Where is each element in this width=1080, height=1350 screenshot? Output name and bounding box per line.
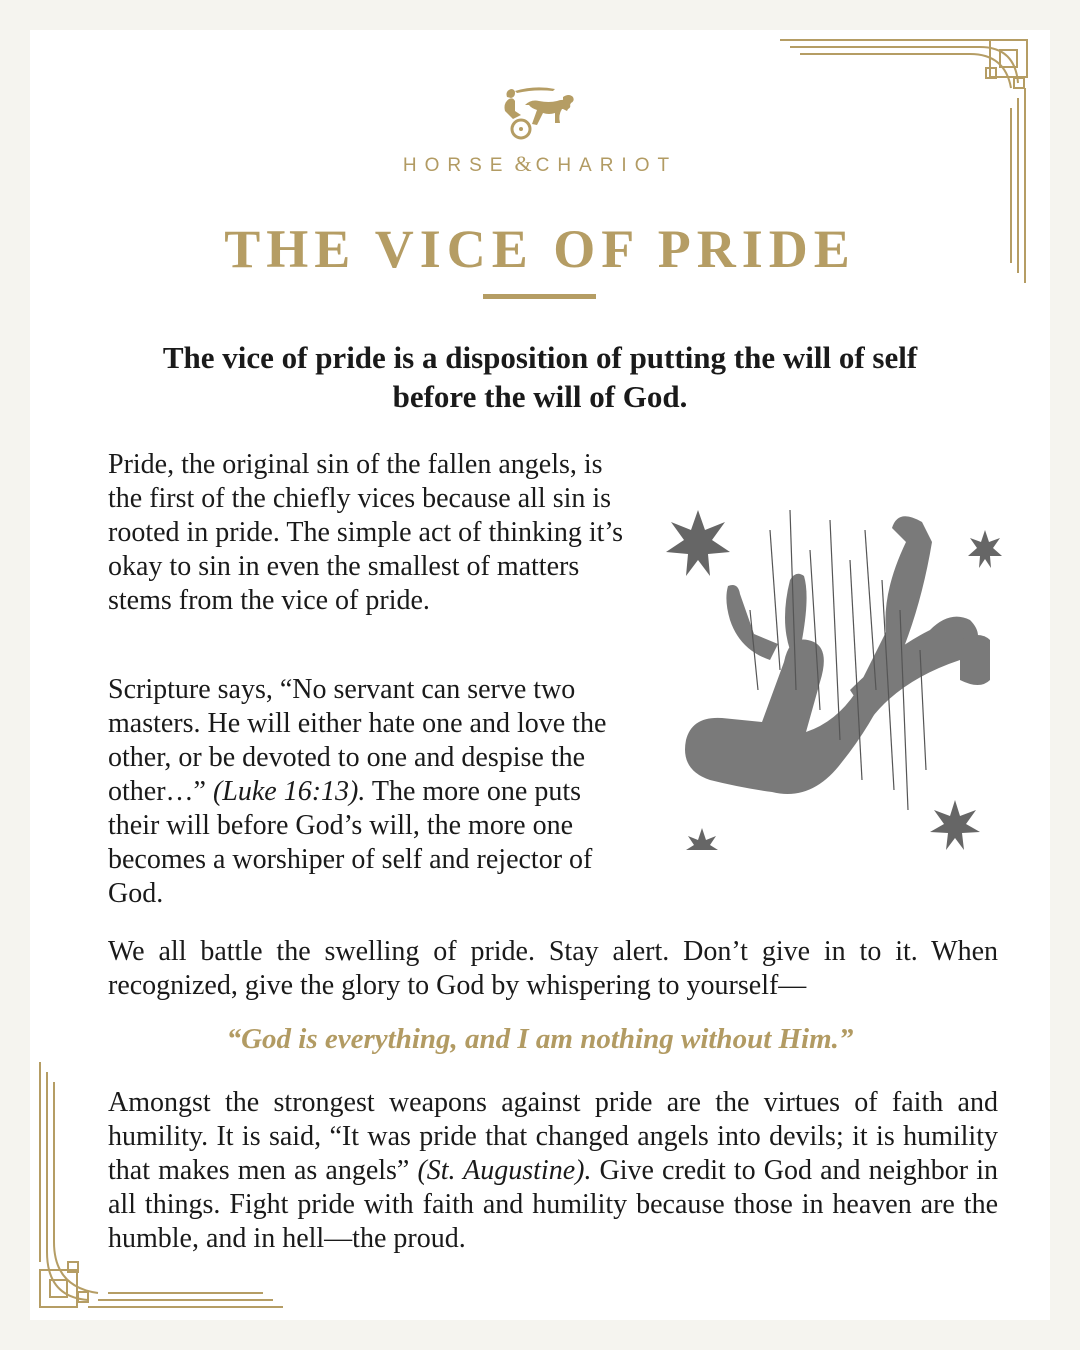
whisper-quote: “God is everything, and I am nothing without Him.” — [226, 1023, 854, 1055]
paragraph-origin-of-pride: Pride, the original sin of the fallen angels, is the first of the chiefly vices because all sin is rooted in pride. The simple act of thinking it’s okay to sin in even the smallest of matters stems from the vice of pride. — [108, 449, 624, 616]
content-card — [30, 30, 1050, 1320]
horse-chariot-icon — [485, 85, 595, 147]
augustine-citation: (St. Augustine). — [417, 1155, 592, 1186]
paragraph-battle-pride: We all battle the swelling of pride. Stay alert. Don’t give in to it. When recognized, give the glory to God by whispering to yourself— — [108, 936, 998, 1001]
scripture-continuation: The more one puts their will before God’s will, the more one becomes a worshiper of self and rejector of God. — [108, 776, 593, 909]
title-underline — [483, 294, 596, 299]
brand-ampersand: & — [514, 151, 532, 176]
brand-name-left: HORSE — [402, 155, 511, 176]
augustine-text: Amongst the strongest weapons against pride are the virtues of faith and humility. It is said, “It was pride that changed angels into devils; it is humility that makes men as angels” — [108, 1087, 998, 1186]
scripture-citation: (Luke 16:13). — [212, 776, 366, 807]
brand-logo[interactable] — [30, 85, 1050, 177]
brand-wordmark — [30, 151, 1050, 177]
page-title: THE VICE OF PRIDE — [224, 219, 856, 279]
falling-man-illustration — [650, 490, 1010, 850]
brand-name-right: CHARIOT — [535, 155, 678, 176]
paragraph-weapons-against-pride — [108, 1086, 998, 1256]
paragraph-scripture — [108, 673, 628, 911]
lead-statement: The vice of pride is a disposition of putting the will of self before the will of God. — [162, 340, 918, 414]
augustine-continuation: Give credit to God and neighbor in all things. Fight pride with faith and humility because those in heaven are the humble, and in hell—the proud. — [108, 1155, 998, 1254]
scripture-text: Scripture says, “No servant can serve two masters. He will either hate one and love the other, or be devoted to one and despise the other…” — [108, 674, 607, 807]
star-icon — [666, 510, 1002, 850]
